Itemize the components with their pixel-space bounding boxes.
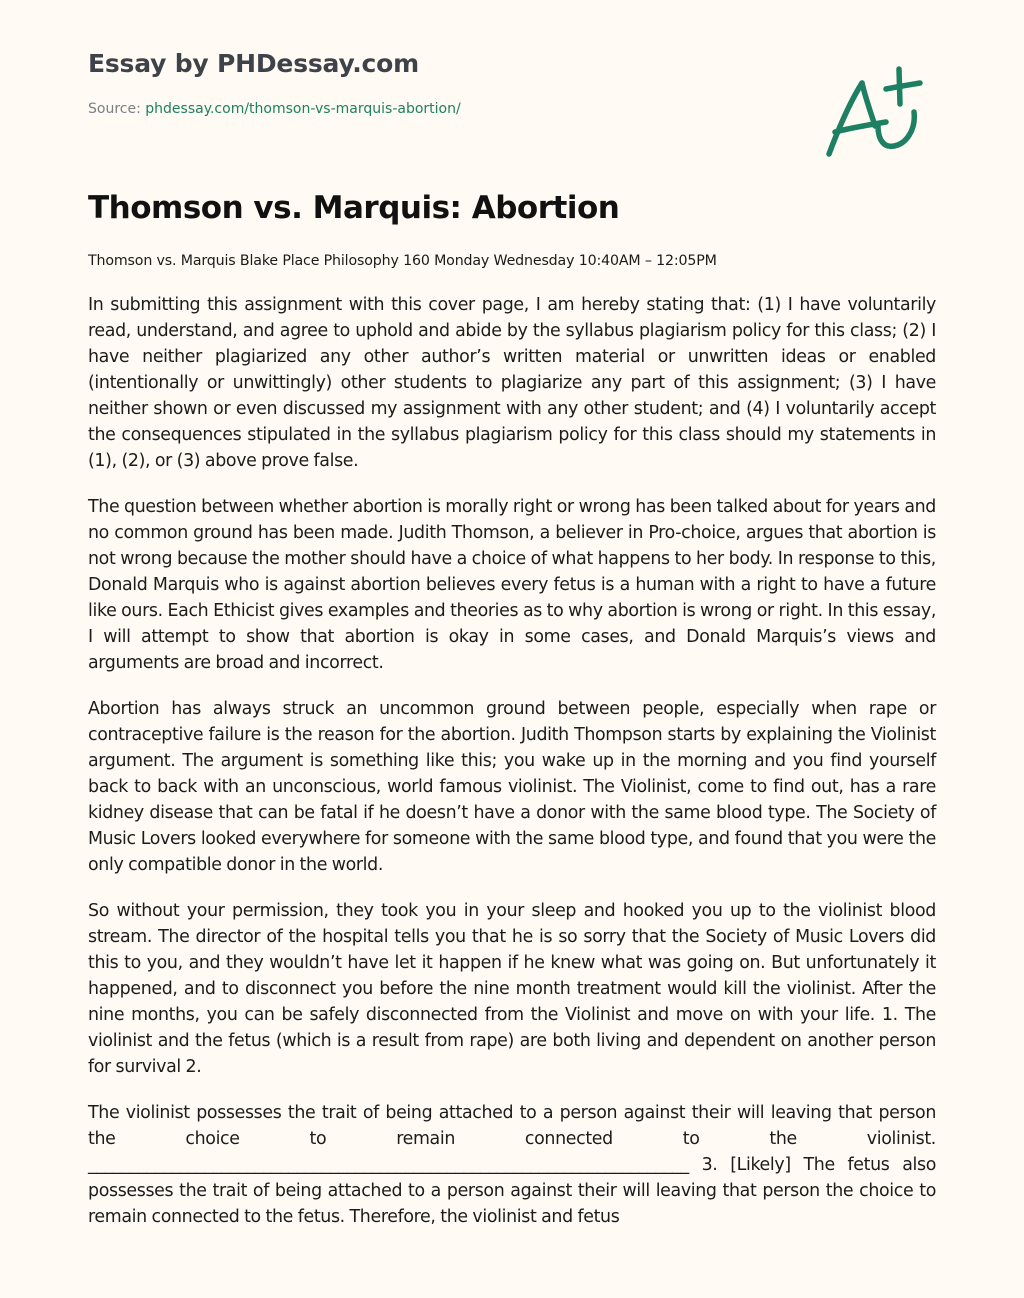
paragraph-violinist-argument: Abortion has always struck an uncommon ground between people, especially when rape or contraceptive failure is the reason for the abortion. Judith Thompson starts by explaining the Violinist argument. The argument is something like this; you wake up in the morning and you find yourself back to back with an unconscious, world famous violinist. The Violinist, come to find out, has a rare kidney disease that can be fatal if he doesn’t have a donor with the same blood type. The Society of Music Lovers looked everywhere for someone with the same blood type, and found that you were the only compatible donor in the world. — [88, 699, 936, 875]
a-plus-grade-icon — [820, 60, 930, 160]
paragraph-introduction: The question between whether abortion is morally right or wrong has been talked about for years and no common ground has been made. Judith Thomson, a believer in Pro-choice, argues that abortion is not wrong because the mother should have a choice of what happens to her body. In response to this, Donald Marquis who is against abortion believes every fetus is a human with a right to have a future like ours. Each Ethicist gives examples and theories as to why abortion is wrong or right. In this essay, I will attempt to show that abortion is okay in some cases, and Donald Marquis’s views and arguments are broad and incorrect. — [88, 497, 936, 673]
source-label: Source: — [88, 101, 141, 117]
source-line — [88, 101, 461, 117]
essay-subtitle: Thomson vs. Marquis Blake Place Philosophy 160 Monday Wednesday 10:40AM – 12:05PM — [88, 253, 717, 269]
paragraph-argument-premises: The violinist possesses the trait of being attached to a person against their will leaving that person the choice to remain connected to the violinist. ________________________________________________________________________ 3. [Likely] The fetus also possesses the trait of being attached to a person against their will leaving that person the choice to remain connected to the fetus. Therefore, the violinist and fetus — [88, 1103, 936, 1227]
essay-title: Thomson vs. Marquis: Abortion — [88, 190, 620, 226]
source-link[interactable]: phdessay.com/thomson-vs-marquis-abortion/ — [145, 101, 461, 117]
essay-body — [88, 292, 936, 1250]
site-title: Essay by PHDessay.com — [88, 49, 419, 78]
paragraph-honor-statement: In submitting this assignment with this cover page, I am hereby stating that: (1) I have voluntarily read, understand, and agree to uphold and abide by the syllabus plagiarism policy for this class; (2) I have neither plagiarized any other author’s written material or unwritten ideas or enabled (intentionally or unwittingly) other students to plagiarize any part of this assignment; (3) I have neither shown or even discussed my assignment with any other student; and (4) I voluntarily accept the consequences stipulated in the syllabus plagiarism policy for this class should my statements in (1), (2), or (3) above prove false. — [88, 295, 936, 471]
paragraph-violinist-continued: So without your permission, they took you in your sleep and hooked you up to the violinist blood stream. The director of the hospital tells you that he is so sorry that the Society of Music Lovers did this to you, and they wouldn’t have let it happen if he knew what was going on. But unfortunately it happened, and to disconnect you before the nine month treatment would kill the violinist. After the nine months, you can be safely disconnected from the Violinist and move on with your life. 1. The violinist and the fetus (which is a result from rape) are both living and dependent on another person for survival 2. — [88, 901, 936, 1077]
